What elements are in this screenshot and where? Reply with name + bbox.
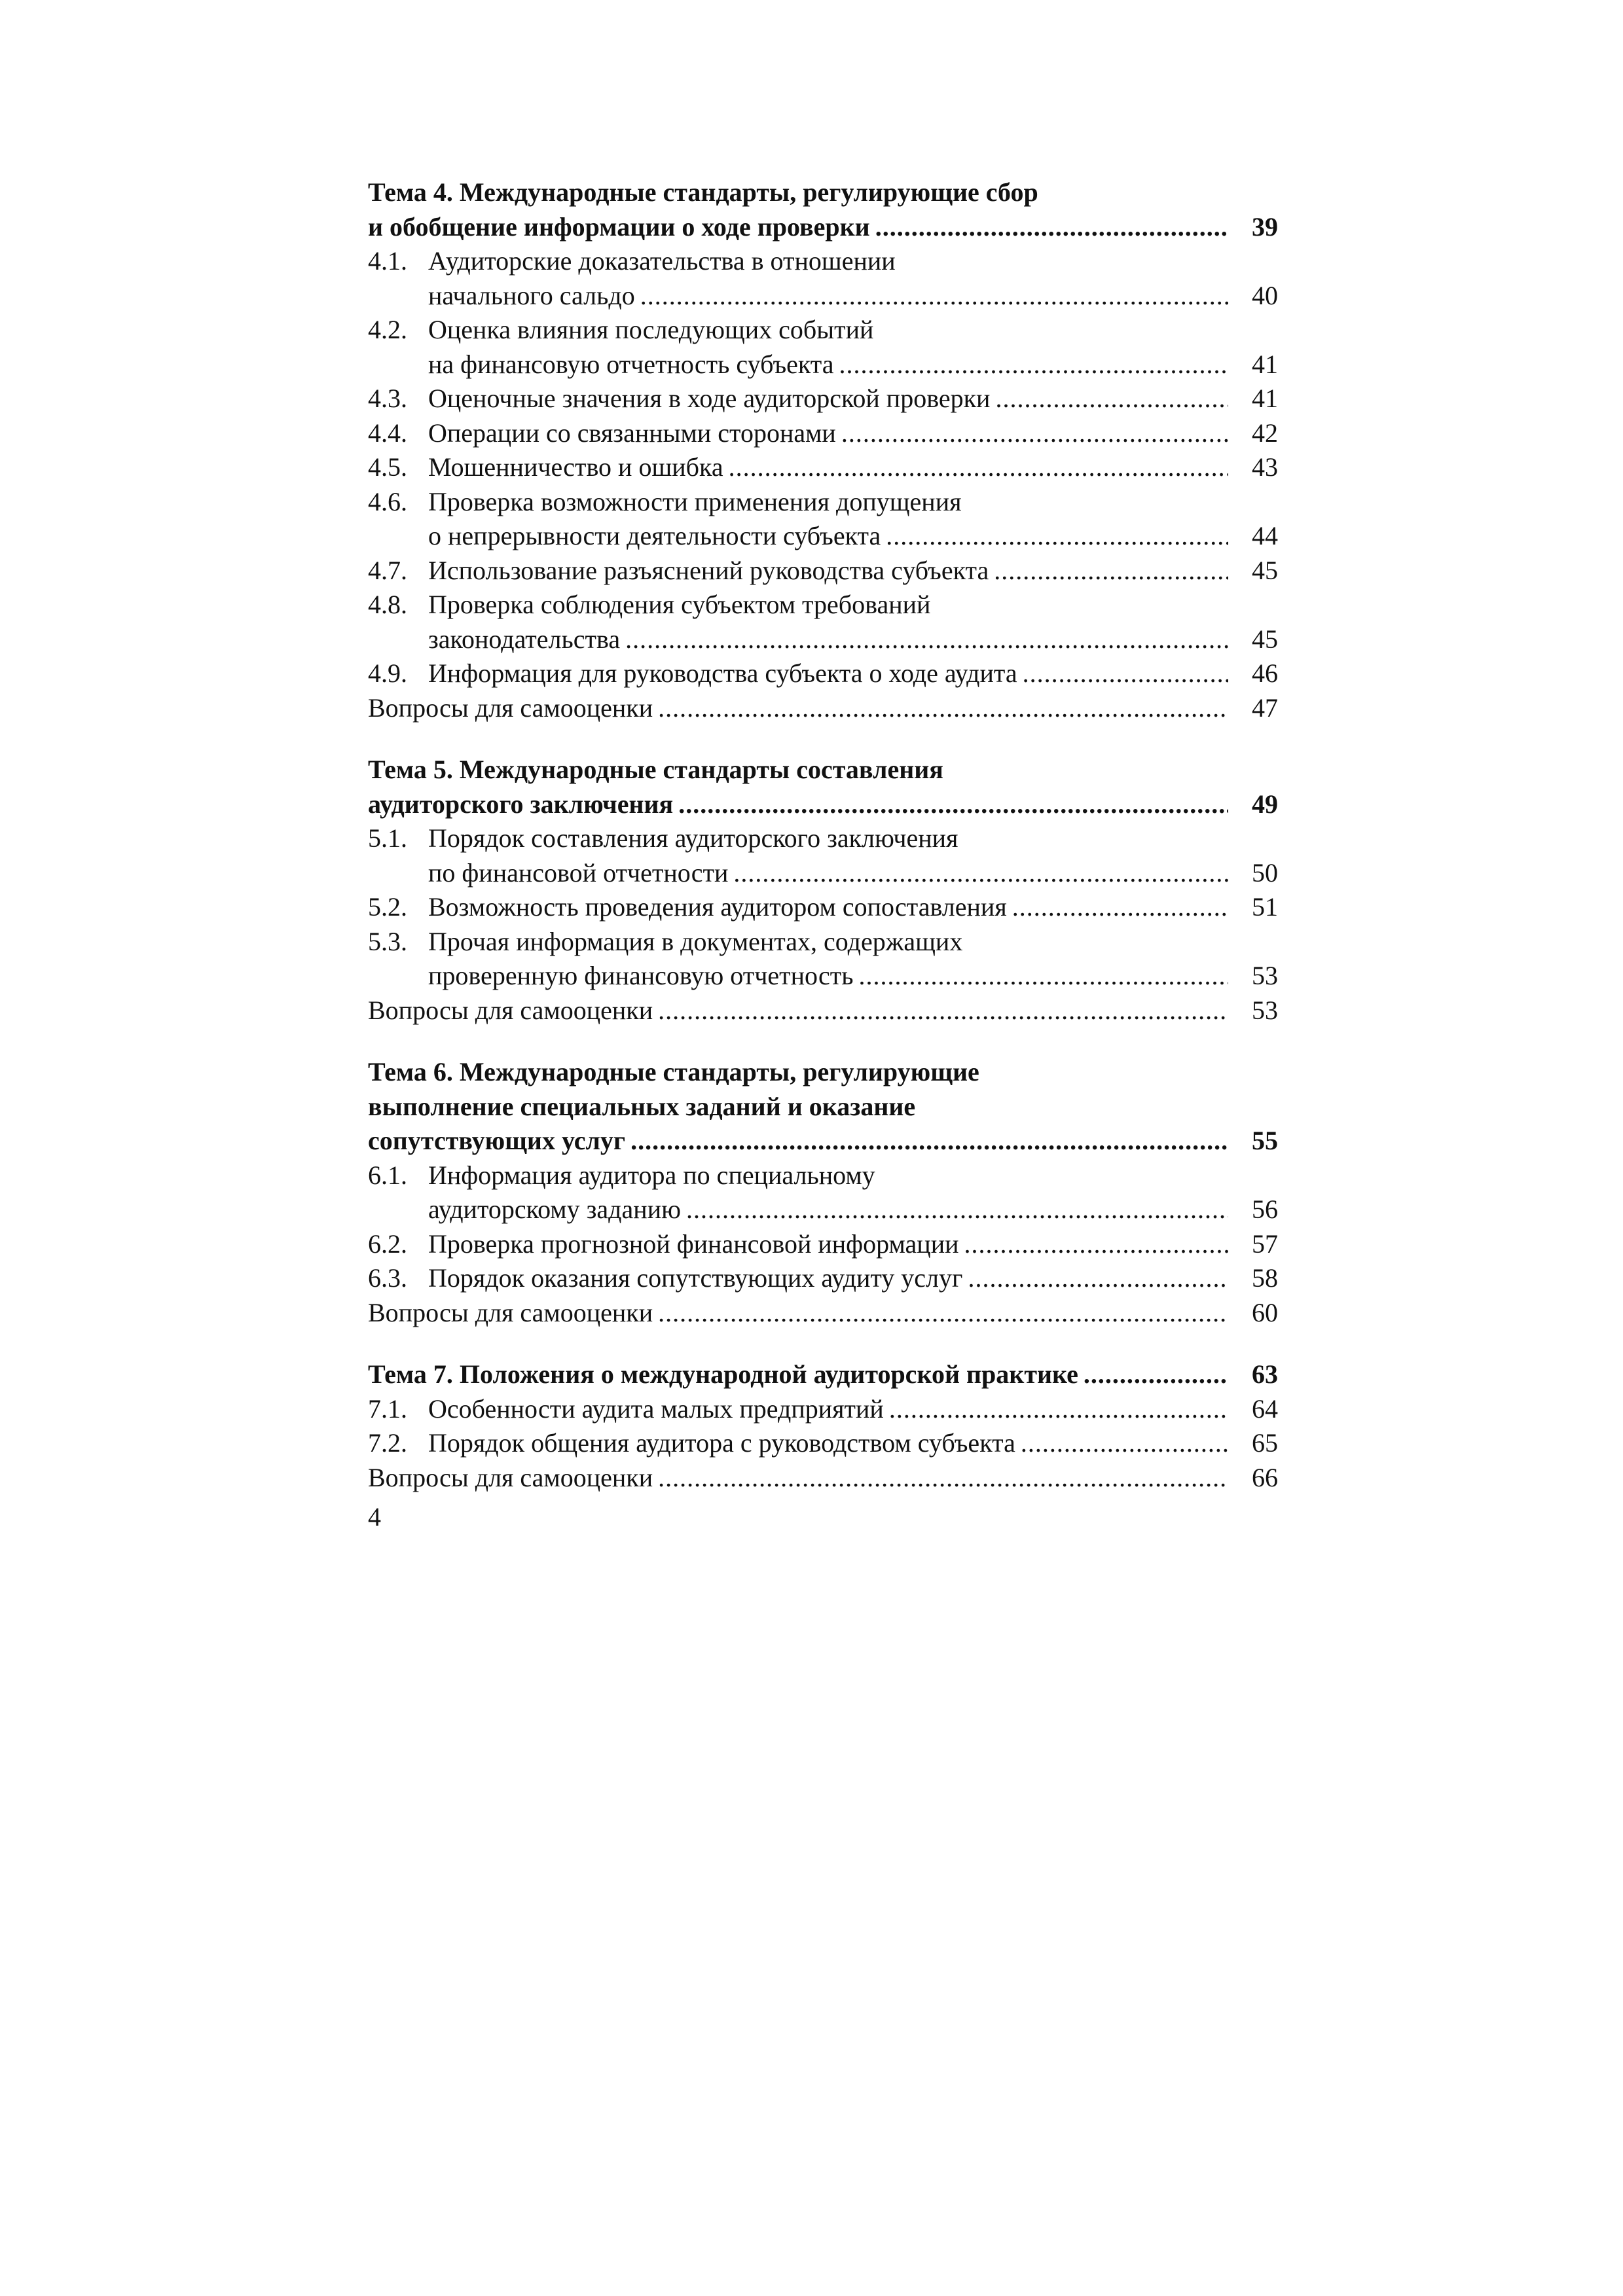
page-ref: 64 bbox=[1252, 1393, 1278, 1424]
entry-line bbox=[368, 175, 1278, 210]
entry-body bbox=[428, 656, 1278, 691]
entry-line bbox=[428, 450, 1278, 485]
entry-line bbox=[428, 925, 1278, 960]
entry-number: 4.9. bbox=[368, 658, 407, 688]
entry-text: Порядок общения аудитора с руководством субъекта bbox=[428, 1428, 1015, 1458]
toc-section bbox=[368, 753, 1278, 1028]
entry-text: сопутствующих услуг bbox=[368, 1126, 626, 1155]
entry-text: законодательства bbox=[428, 624, 621, 654]
dot-leader bbox=[686, 1193, 1228, 1227]
page-ref: 50 bbox=[1252, 857, 1278, 888]
entry-line bbox=[368, 210, 1278, 245]
self-assessment-questions[interactable] bbox=[368, 1296, 1278, 1331]
entry-text: Особенности аудита малых предприятий bbox=[428, 1393, 884, 1424]
table-of-contents bbox=[368, 175, 1278, 1522]
entry-body bbox=[428, 1392, 1278, 1427]
page-ref: 41 bbox=[1252, 384, 1278, 413]
page-ref: 45 bbox=[1252, 624, 1278, 654]
toc-entry[interactable] bbox=[368, 656, 1278, 691]
page-ref: 65 bbox=[1252, 1428, 1278, 1458]
entry-text: аудиторского заключения bbox=[368, 789, 674, 819]
entry-text: Оценка влияния последующих событий bbox=[428, 315, 874, 344]
heading-body bbox=[368, 1357, 1278, 1392]
entry-number: 5.1. bbox=[368, 823, 407, 853]
entry-number: 6.1. bbox=[368, 1160, 407, 1190]
entry-text: Информация для руководства субъекта о ходе аудита bbox=[428, 658, 1017, 688]
page-ref: 66 bbox=[1252, 1462, 1278, 1492]
toc-entry[interactable] bbox=[368, 1426, 1278, 1461]
entry-text: Вопросы для самооценки bbox=[368, 1297, 653, 1327]
entry-line bbox=[428, 554, 1278, 588]
entry-line bbox=[428, 622, 1278, 657]
entry-body bbox=[428, 554, 1278, 588]
entry-text: Оценочные значения в ходе аудиторской проверки bbox=[428, 384, 991, 413]
entry-text: аудиторскому заданию bbox=[428, 1194, 681, 1224]
entry-body bbox=[428, 1158, 1278, 1227]
dot-leader bbox=[630, 1124, 1228, 1158]
toc-entry[interactable] bbox=[368, 925, 1278, 994]
page-ref: 39 bbox=[1252, 211, 1278, 242]
toc-entry[interactable] bbox=[368, 1261, 1278, 1296]
toc-entry[interactable] bbox=[368, 588, 1278, 656]
entry-text: Информация аудитора по специальному bbox=[428, 1160, 875, 1190]
entry-line bbox=[428, 1426, 1278, 1461]
page-ref: 41 bbox=[1252, 349, 1278, 379]
page-ref: 49 bbox=[1252, 789, 1278, 819]
entry-line bbox=[368, 1357, 1278, 1392]
entry-line bbox=[428, 1392, 1278, 1427]
section-heading[interactable] bbox=[368, 1357, 1278, 1392]
entry-text: Проверка соблюдения субъектом требований bbox=[428, 590, 931, 619]
page-ref: 58 bbox=[1252, 1263, 1278, 1293]
entry-text: Порядок оказания сопутствующих аудиту услуг bbox=[428, 1263, 963, 1293]
dot-leader bbox=[658, 691, 1228, 726]
entry-body bbox=[428, 821, 1278, 890]
page-ref: 45 bbox=[1252, 555, 1278, 585]
entry-body bbox=[428, 244, 1278, 313]
entry-text: Вопросы для самооценки bbox=[368, 1462, 653, 1492]
heading-body bbox=[368, 175, 1278, 244]
page-ref: 43 bbox=[1252, 452, 1278, 482]
entry-number: 5.3. bbox=[368, 926, 407, 956]
entry-number: 4.7. bbox=[368, 555, 407, 585]
entry-body bbox=[428, 1261, 1278, 1296]
page-ref: 57 bbox=[1252, 1229, 1278, 1259]
page-ref: 44 bbox=[1252, 521, 1278, 550]
entry-text: Тема 7. Положения о международной аудиторской практике bbox=[368, 1359, 1078, 1389]
entry-text: Вопросы для самооценки bbox=[368, 692, 653, 723]
dot-leader bbox=[875, 210, 1228, 245]
heading-body bbox=[368, 753, 1278, 821]
entry-line bbox=[428, 1227, 1278, 1262]
entry-line bbox=[368, 994, 1278, 1028]
page-ref: 47 bbox=[1252, 692, 1278, 723]
self-assessment-questions[interactable] bbox=[368, 1461, 1278, 1496]
self-assessment-questions[interactable] bbox=[368, 691, 1278, 726]
dot-leader bbox=[1023, 656, 1228, 691]
dot-leader bbox=[886, 519, 1228, 554]
entry-text: Проверка прогнозной финансовой информации bbox=[428, 1229, 959, 1259]
entry-line bbox=[428, 856, 1278, 891]
toc-section bbox=[368, 1357, 1278, 1495]
entry-body bbox=[428, 382, 1278, 416]
entry-line bbox=[428, 485, 1278, 520]
entry-number: 4.2. bbox=[368, 315, 407, 344]
dot-leader bbox=[839, 348, 1228, 382]
section-heading[interactable] bbox=[368, 1055, 1278, 1158]
entry-line bbox=[428, 959, 1278, 994]
toc-entry[interactable] bbox=[368, 1158, 1278, 1227]
entry-text: Прочая информация в документах, содержащих bbox=[428, 926, 963, 956]
entry-number: 4.8. bbox=[368, 590, 407, 619]
questions-body bbox=[368, 691, 1278, 726]
entry-body bbox=[428, 588, 1278, 656]
toc-entry[interactable] bbox=[368, 1392, 1278, 1427]
entry-line bbox=[428, 348, 1278, 382]
dot-leader bbox=[995, 382, 1228, 416]
toc-entry[interactable] bbox=[368, 382, 1278, 416]
entry-number: 4.6. bbox=[368, 486, 407, 516]
dot-leader bbox=[964, 1227, 1228, 1262]
entry-text: Аудиторские доказательства в отношении bbox=[428, 246, 896, 276]
entry-text: Проверка возможности применения допущения bbox=[428, 486, 962, 516]
entry-line bbox=[368, 1461, 1278, 1496]
entry-number: 7.1. bbox=[368, 1393, 407, 1424]
questions-body bbox=[368, 994, 1278, 1028]
entry-body bbox=[428, 485, 1278, 554]
entry-text: Возможность проведения аудитором сопоставления bbox=[428, 892, 1007, 922]
page-number: 4 bbox=[368, 1502, 381, 1532]
page-ref: 60 bbox=[1252, 1297, 1278, 1327]
entry-text: Тема 4. Международные стандарты, регулирующие сбор bbox=[368, 177, 1038, 207]
entry-text: Операции со связанными сторонами bbox=[428, 418, 836, 448]
dot-leader bbox=[733, 856, 1228, 891]
entry-line bbox=[368, 1296, 1278, 1331]
entry-text: о непрерывности деятельности субъекта bbox=[428, 521, 881, 550]
entry-body bbox=[428, 1227, 1278, 1262]
entry-number: 4.3. bbox=[368, 384, 407, 413]
toc-entry[interactable] bbox=[368, 821, 1278, 890]
entry-line bbox=[428, 1193, 1278, 1227]
page-ref: 46 bbox=[1252, 658, 1278, 688]
dot-leader bbox=[1084, 1357, 1228, 1392]
entry-number: 4.1. bbox=[368, 246, 407, 276]
page-ref: 42 bbox=[1252, 418, 1278, 448]
entry-line bbox=[428, 382, 1278, 416]
page-ref: 53 bbox=[1252, 961, 1278, 990]
toc-entry[interactable] bbox=[368, 890, 1278, 925]
entry-line bbox=[368, 1055, 1278, 1090]
entry-line bbox=[428, 588, 1278, 622]
page-ref: 55 bbox=[1252, 1126, 1278, 1155]
entry-body bbox=[428, 416, 1278, 451]
dot-leader bbox=[658, 1461, 1228, 1496]
entry-text: начального сальдо bbox=[428, 280, 635, 310]
entry-number: 4.4. bbox=[368, 418, 407, 448]
dot-leader bbox=[658, 994, 1228, 1028]
dot-leader bbox=[640, 279, 1228, 314]
entry-body bbox=[428, 450, 1278, 485]
toc-entry[interactable] bbox=[368, 313, 1278, 382]
dot-leader bbox=[625, 622, 1228, 657]
toc-entry[interactable] bbox=[368, 485, 1278, 554]
entry-line bbox=[428, 656, 1278, 691]
entry-text: по финансовой отчетности bbox=[428, 857, 729, 888]
dot-leader bbox=[658, 1296, 1228, 1331]
dot-leader bbox=[968, 1261, 1228, 1296]
entry-line bbox=[368, 1090, 1278, 1124]
dot-leader bbox=[729, 450, 1228, 485]
entry-number: 5.2. bbox=[368, 892, 407, 922]
entry-body bbox=[428, 890, 1278, 925]
entry-number: 4.5. bbox=[368, 452, 407, 482]
entry-line bbox=[428, 244, 1278, 279]
questions-body bbox=[368, 1461, 1278, 1496]
self-assessment-questions[interactable] bbox=[368, 994, 1278, 1028]
entry-number: 7.2. bbox=[368, 1428, 407, 1458]
entry-line bbox=[428, 821, 1278, 856]
entry-text: Тема 6. Международные стандарты, регулирующие bbox=[368, 1057, 979, 1086]
entry-line bbox=[368, 753, 1278, 787]
dot-leader bbox=[859, 959, 1229, 994]
toc-entry[interactable] bbox=[368, 416, 1278, 451]
toc-section bbox=[368, 1055, 1278, 1330]
dot-leader bbox=[889, 1392, 1228, 1427]
dot-leader bbox=[841, 416, 1228, 451]
entry-line bbox=[368, 1124, 1278, 1158]
entry-line bbox=[428, 1158, 1278, 1193]
entry-line bbox=[428, 313, 1278, 348]
dot-leader bbox=[678, 787, 1228, 822]
entry-text: Вопросы для самооценки bbox=[368, 995, 653, 1025]
questions-body bbox=[368, 1296, 1278, 1331]
page-ref: 56 bbox=[1252, 1194, 1278, 1224]
page-ref: 63 bbox=[1252, 1359, 1278, 1389]
entry-line bbox=[428, 890, 1278, 925]
entry-text: Тема 5. Международные стандарты составления bbox=[368, 755, 943, 784]
entry-line bbox=[368, 691, 1278, 726]
entry-number: 6.3. bbox=[368, 1263, 407, 1293]
toc-entry[interactable] bbox=[368, 450, 1278, 485]
dot-leader bbox=[1021, 1426, 1228, 1461]
entry-text: проверенную финансовую отчетность bbox=[428, 961, 854, 990]
entry-body bbox=[428, 313, 1278, 382]
entry-body bbox=[428, 925, 1278, 994]
page-ref: 53 bbox=[1252, 995, 1278, 1025]
entry-text: выполнение специальных заданий и оказание bbox=[368, 1091, 916, 1121]
toc-entry[interactable] bbox=[368, 554, 1278, 588]
entry-line bbox=[368, 787, 1278, 822]
entry-line bbox=[428, 416, 1278, 451]
section-heading[interactable] bbox=[368, 753, 1278, 821]
entry-number: 6.2. bbox=[368, 1229, 407, 1259]
toc-entry[interactable] bbox=[368, 244, 1278, 313]
entry-line bbox=[428, 1261, 1278, 1296]
entry-text: Мошенничество и ошибка bbox=[428, 452, 723, 482]
entry-line bbox=[428, 279, 1278, 314]
page-ref: 51 bbox=[1252, 892, 1278, 922]
entry-text: Использование разъяснений руководства субъекта bbox=[428, 555, 989, 585]
section-heading[interactable] bbox=[368, 175, 1278, 244]
entry-body bbox=[428, 1426, 1278, 1461]
toc-section bbox=[368, 175, 1278, 725]
entry-text: и обобщение информации о ходе проверки bbox=[368, 211, 870, 242]
entry-line bbox=[428, 519, 1278, 554]
entry-text: Порядок составления аудиторского заключения bbox=[428, 823, 958, 853]
dot-leader bbox=[994, 554, 1228, 588]
page-ref: 40 bbox=[1252, 280, 1278, 310]
entry-text: на финансовую отчетность субъекта bbox=[428, 349, 834, 379]
heading-body bbox=[368, 1055, 1278, 1158]
dot-leader bbox=[1012, 890, 1228, 925]
toc-entry[interactable] bbox=[368, 1227, 1278, 1262]
